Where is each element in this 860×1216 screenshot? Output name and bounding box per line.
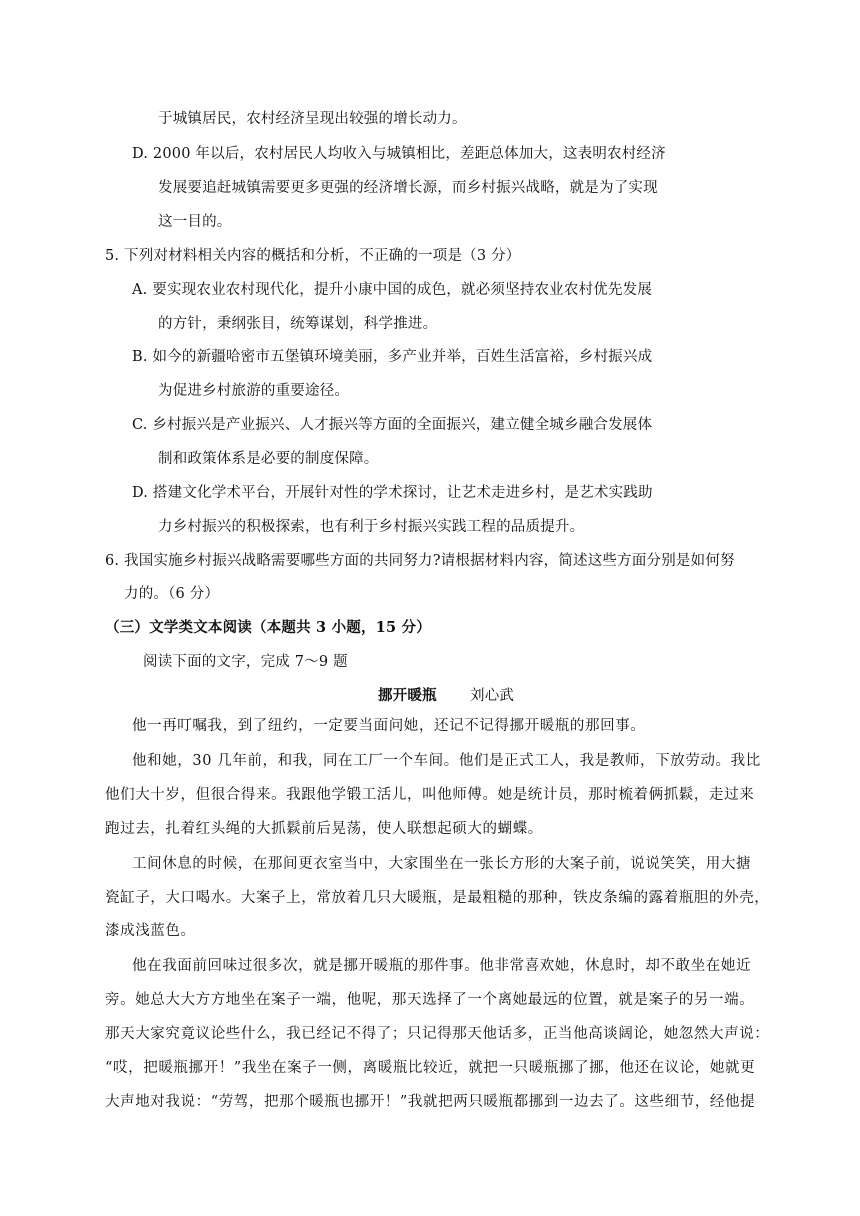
story-paragraph-3-line3: 漆成浅蓝色。 <box>105 923 196 939</box>
q5-option-a-line1: A. 要实现农业农村现代化，提升小康中国的成色，就必须坚持农业农村优先发展 <box>132 282 653 298</box>
q5-option-d-line2: 力乡村振兴的积极探索，也有利于乡村振兴实践工程的品质提升。 <box>158 519 585 535</box>
q6-stem-line2: 力的。（6 分） <box>124 586 220 602</box>
q6-stem-line1: 6. 我国实施乡村振兴战略需要哪些方面的共同努力?请根据材料内容，简述这些方面分别是如何努 <box>105 553 735 569</box>
story-paragraph-4-line4: “哎，把暖瓶挪开！”我坐在案子一侧，离暖瓶比较近，就把一只暖瓶挪了挪，他还在议论，她就更 <box>105 1060 756 1076</box>
q4-option-d-line2: 发展要追赶城镇需要更多更强的经济增长源，而乡村振兴战略，就是为了实现 <box>158 180 658 196</box>
story-paragraph-1: 他一再叮嘱我，到了纽约，一定要当面问她，还记不记得挪开暖瓶的那回事。 <box>132 718 646 734</box>
q5-stem: 5. 下列对材料相关内容的概括和分析，不正确的一项是（3 分） <box>105 248 521 264</box>
story-paragraph-4-line3: 那天大家究竟议论些什么，我已经记不得了；只记得那天他话多，正当他高谈阔论，她忽然大声说： <box>105 1026 770 1042</box>
story-paragraph-3-line2: 瓷缸子，大口喝水。大案子上，常放着几只大暖瓶，是最粗糙的那种，铁皮条编的露着瓶胆的外壳， <box>105 890 770 906</box>
q4-option-c-tail: 于城镇居民，农村经济呈现出较强的增长动力。 <box>158 111 467 127</box>
story-paragraph-3-line1: 工间休息的时候，在那间更衣室当中，大家围坐在一张长方形的大案子前，说说笑笑，用大搪 <box>132 856 752 872</box>
story-paragraph-2-line2: 他们大十岁，但很合得来。我跟他学锻工活儿，叫他师傅。她是统计员，那时梳着俩抓鬏，走过来 <box>105 787 755 803</box>
q4-option-d-line1: D. 2000 年以后，农村居民人均收入与城镇相比，差距总体加大，这表明农村经济 <box>132 146 666 162</box>
story-title: 挪开暖瓶 <box>378 687 437 704</box>
story-paragraph-2-line1: 他和她，30 几年前，和我，同在工厂一个车间。他们是正式工人，我是教师，下放劳动。我比 <box>132 753 761 769</box>
section-instruction: 阅读下面的文字，完成 7～9 题 <box>143 654 348 670</box>
q5-option-a-line2: 的方针，秉纲张目，统筹谋划，科学推进。 <box>158 316 438 332</box>
q5-option-d-line1: D. 搭建文化学术平台，开展针对性的学术探讨，让艺术走进乡村，是艺术实践助 <box>132 485 653 501</box>
q4-option-d-line3: 这一目的。 <box>158 214 232 230</box>
q5-option-b-line2: 为促进乡村旅游的重要途径。 <box>158 383 350 399</box>
story-paragraph-4-line2: 旁。她总大大方方地坐在案子一端，他呢，那天选择了一个离她最远的位置，就是案子的另一端。 <box>105 992 755 1008</box>
story-paragraph-4-line1: 他在我面前回味过很多次，就是挪开暖瓶的那件事。他非常喜欢她，休息时，却不敢坐在她近 <box>132 958 752 974</box>
q5-option-b-line1: B. 如今的新疆哈密市五堡镇环境美丽，多产业并举，百姓生活富裕，乡村振兴成 <box>132 349 653 365</box>
story-paragraph-4-line5: 大声地对我说：“劳驾，把那个暖瓶也挪开！”我就把两只暖瓶都挪到一边去了。这些细节，经他提 <box>105 1094 756 1110</box>
q5-option-c-line1: C. 乡村振兴是产业振兴、人才振兴等方面的全面振兴，建立健全城乡融合发展体 <box>132 417 653 433</box>
story-paragraph-2-line3: 跑过去，扎着红头绳的大抓鬏前后晃荡，使人联想起硕大的蝴蝶。 <box>105 821 543 837</box>
q5-option-c-line2: 制和政策体系是必要的制度保障。 <box>158 451 379 467</box>
section-heading: （三）文学类文本阅读（本题共 3 小题，15 分） <box>105 619 431 636</box>
story-author: 刘心武 <box>470 688 515 704</box>
